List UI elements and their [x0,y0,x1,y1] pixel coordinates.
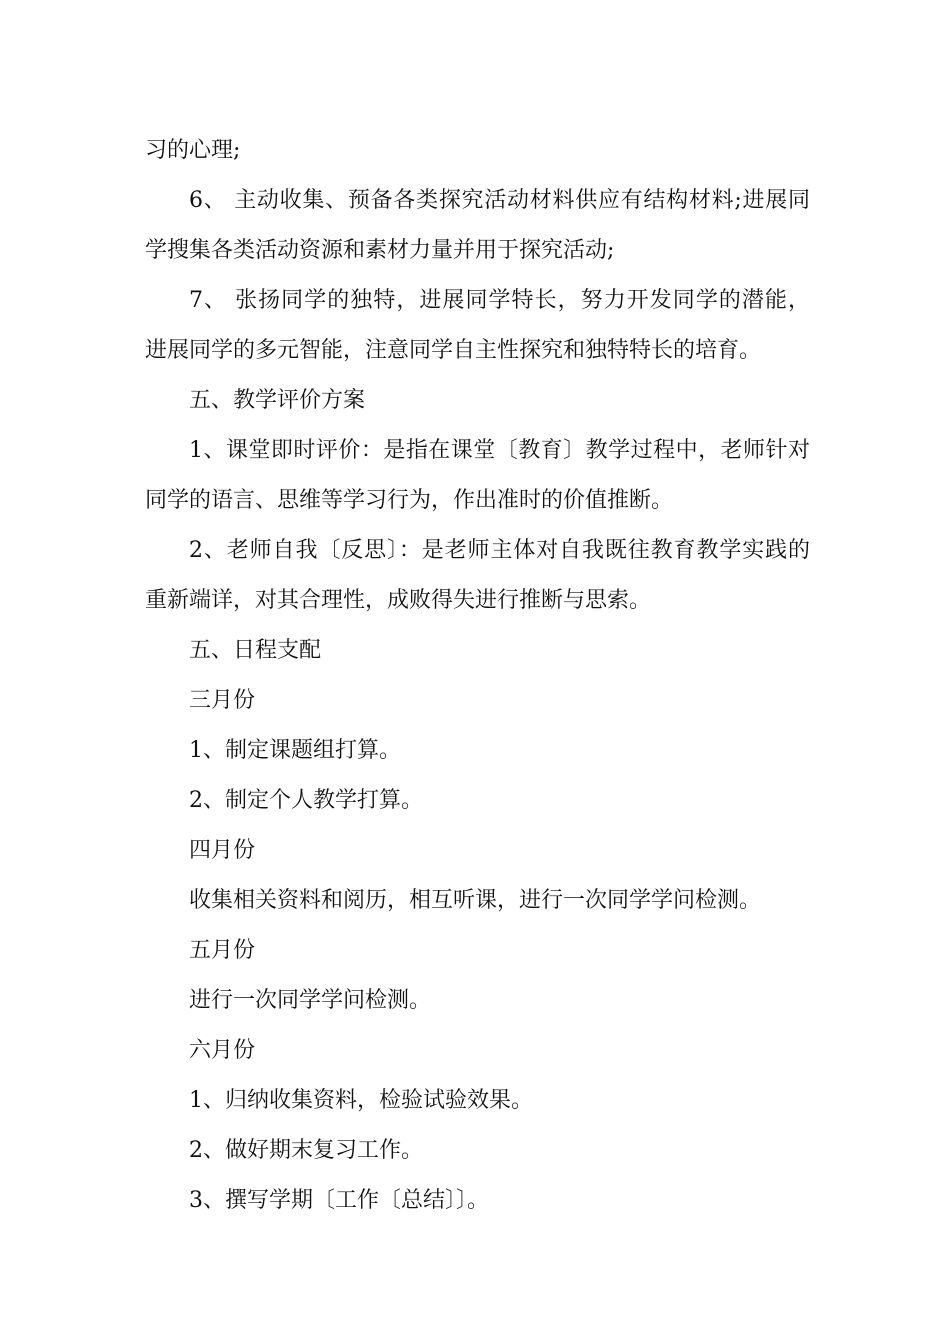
document-body [145,126,810,1226]
list-item-6-line-1: 6、 主动收集、预备各类探究活动材料供应有结构材料;进展同 [189,188,810,213]
june-item-2: 2、做好期末复习工作。 [189,1138,423,1163]
april-item: 收集相关资料和阅历，相互听课，进行一次同学学问检测。 [189,888,762,913]
list-item-7-line-1: 7、 张扬同学的独特，进展同学特长，努力开发同学的潜能， [189,288,810,313]
june-item-1: 1、归纳收集资料，检验试验效果。 [189,1088,533,1113]
june-item-3: 3、撰写学期〔工作〔总结〕〕。 [189,1188,489,1213]
month-heading-march: 三月份 [189,688,256,713]
evaluation-item-2-line-1: 2、老师自我〔反思〕：是老师主体对自我既往教育教学实践的 [189,538,810,563]
list-item-6-line-2: 学搜集各类活动资源和素材力量并用于探究活动; [145,238,615,263]
month-heading-april: 四月份 [189,838,256,863]
march-item-1: 1、制定课题组打算。 [189,738,401,763]
section-heading-schedule: 五、日程支配 [189,638,322,663]
section-heading-evaluation: 五、教学评价方案 [189,388,366,413]
evaluation-item-1-line-2: 同学的语言、思维等学习行为，作出准时的价值推断。 [145,488,674,513]
list-item-7-line-2: 进展同学的多元智能，注意同学自主性探究和独特特长的培育。 [145,338,762,363]
evaluation-item-2-line-2: 重新端详，对其合理性，成败得失进行推断与思索。 [145,588,652,613]
evaluation-item-1-line-1: 1、课堂即时评价：是指在课堂〔教育〕教学过程中，老师针对 [189,438,810,463]
text-line: 习的心理; [145,138,241,163]
may-item: 进行一次同学学问检测。 [189,988,432,1013]
month-heading-may: 五月份 [189,938,256,963]
march-item-2: 2、制定个人教学打算。 [189,788,423,813]
month-heading-june: 六月份 [189,1038,256,1063]
